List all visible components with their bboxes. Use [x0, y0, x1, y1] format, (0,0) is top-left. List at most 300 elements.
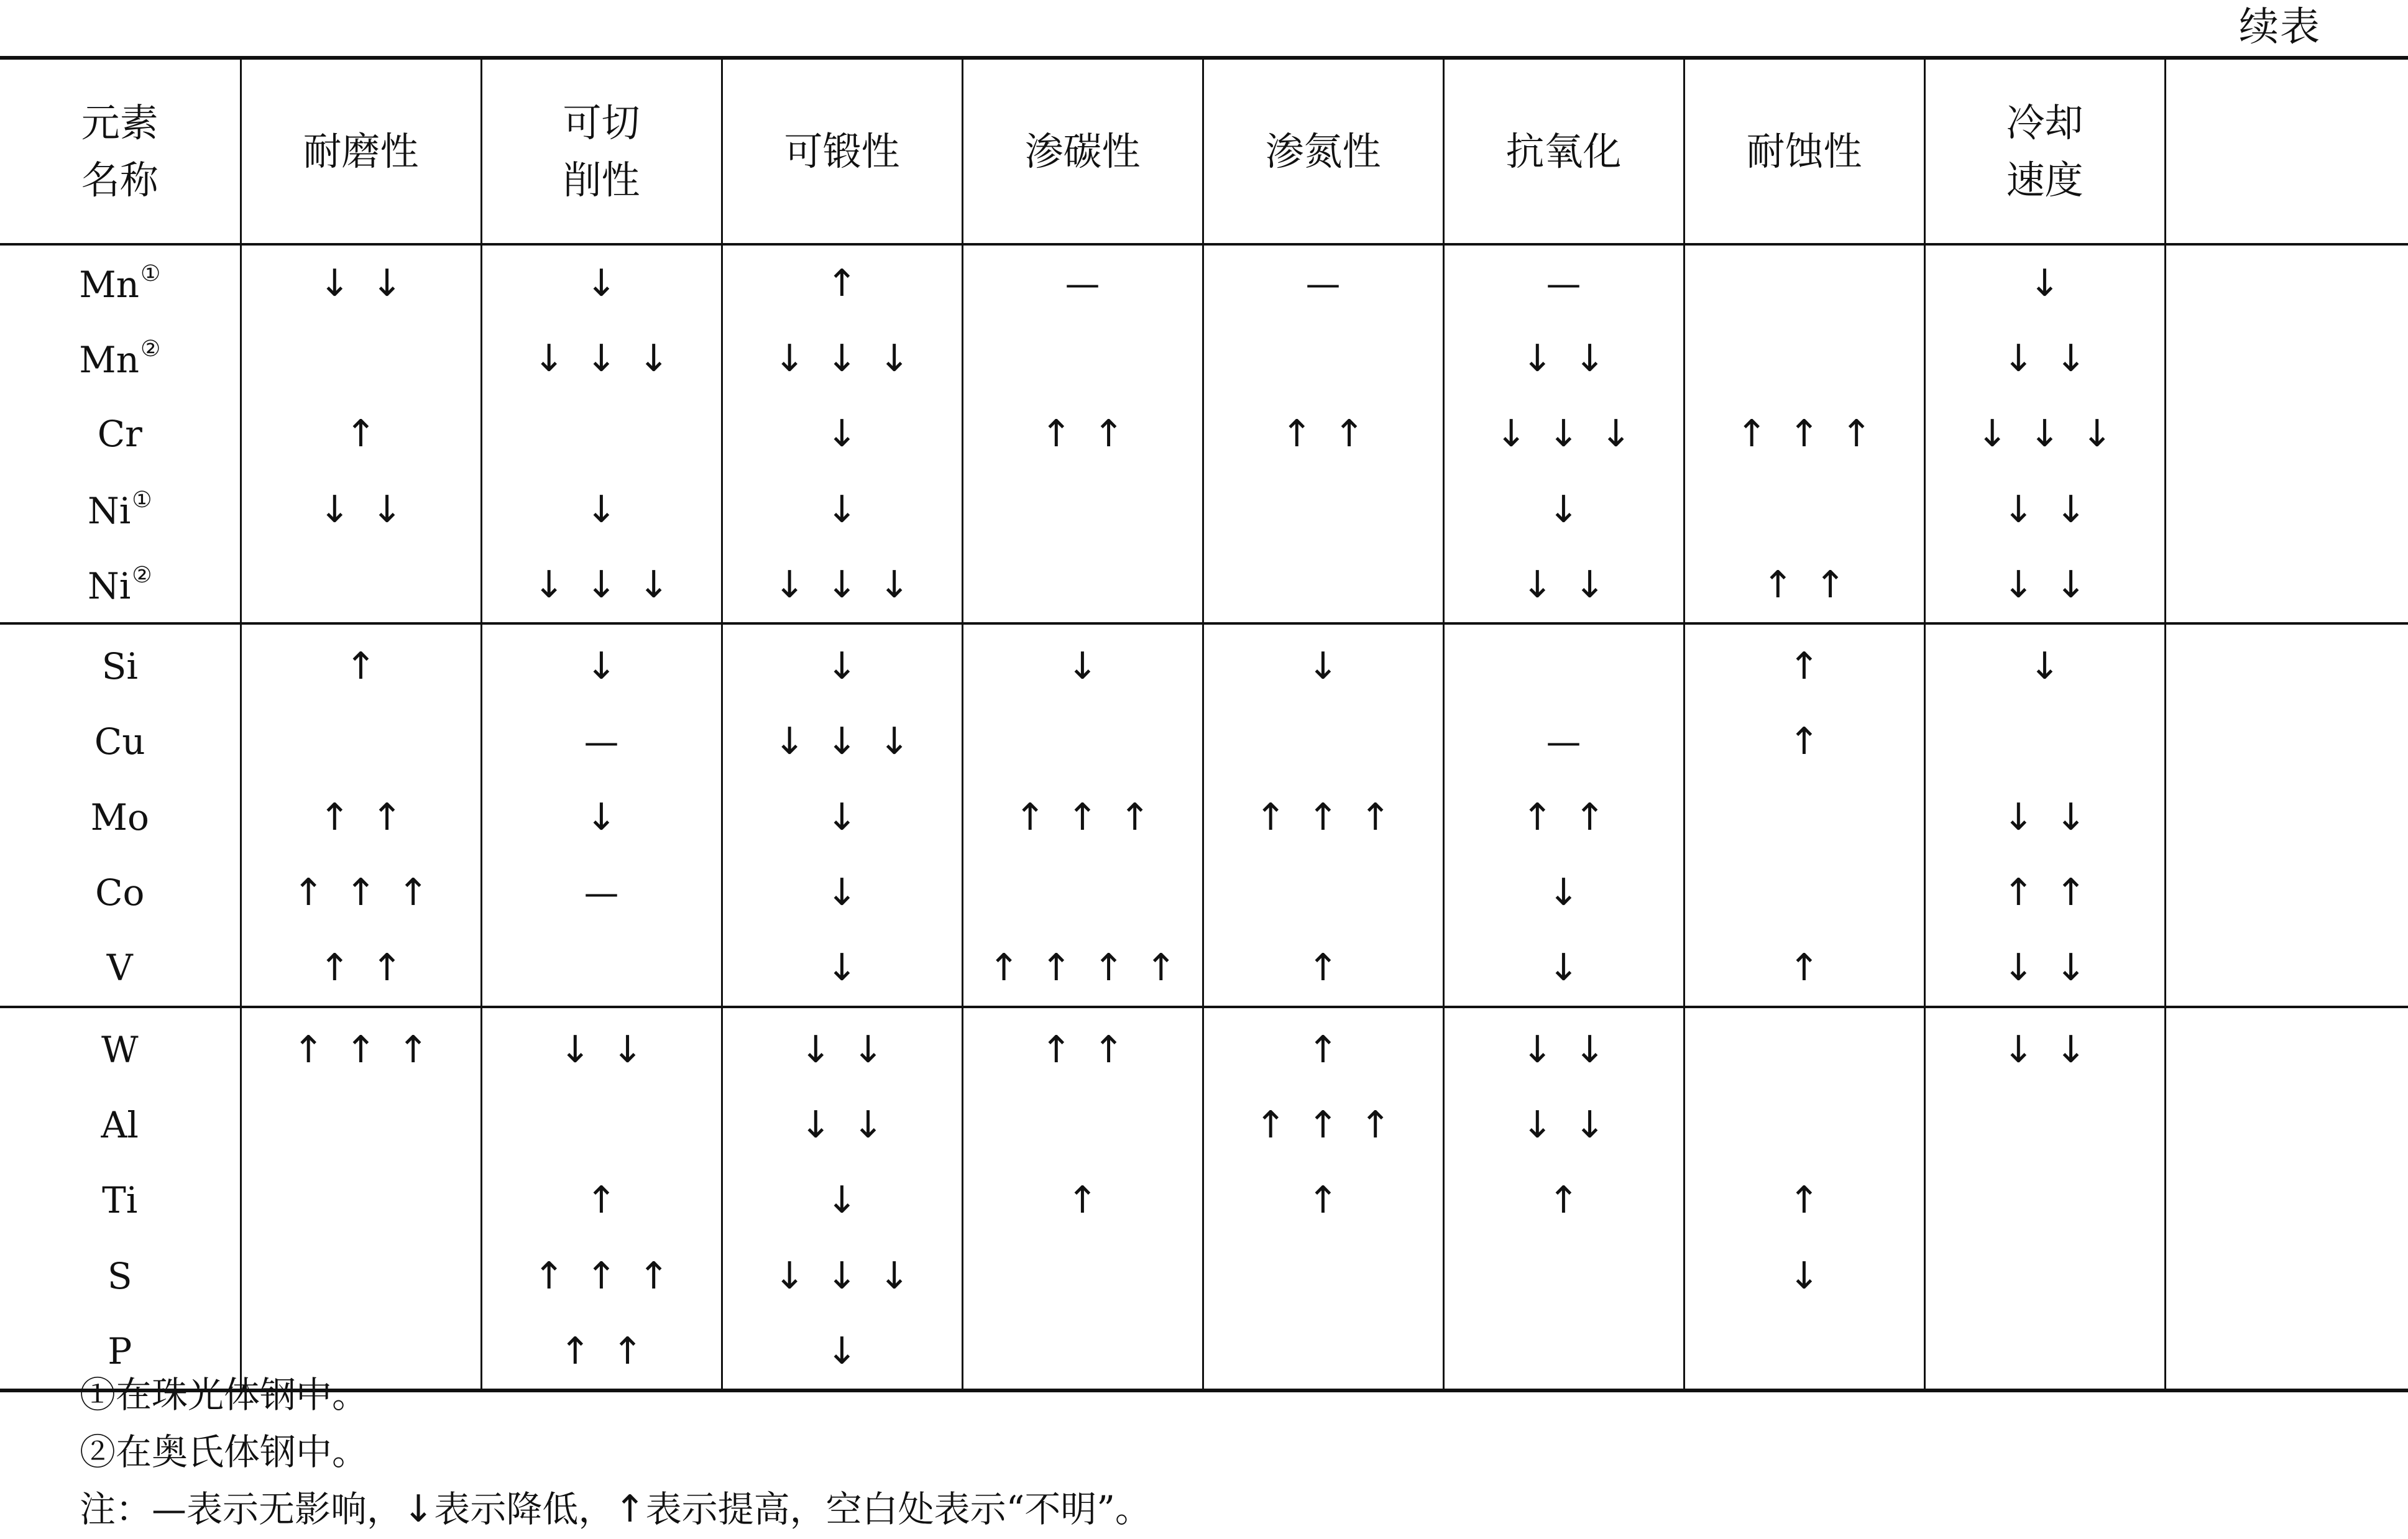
down-arrow-icon: ↓: [586, 336, 617, 380]
down-arrow-icon: ↓: [319, 487, 351, 531]
effect-cell: [1924, 1313, 2165, 1390]
element-symbol: W: [101, 1028, 139, 1071]
effect-cell: [1924, 321, 2165, 396]
element-symbol: Mn: [79, 263, 139, 306]
element-name-cell: [0, 855, 241, 930]
effect-cell: [1924, 930, 2165, 1007]
effect-arrows: [1977, 412, 2113, 456]
effect-cell: [962, 855, 1203, 930]
element-symbol: Mn: [79, 338, 139, 381]
effect-arrows: [800, 1103, 884, 1147]
down-arrow-icon: ↓: [1522, 336, 1553, 380]
effect-cell: [2165, 855, 2408, 930]
effect-arrows: [586, 795, 617, 839]
table-row: [0, 472, 2408, 547]
up-arrow-icon: ↑: [826, 261, 858, 305]
element-symbol: Ni: [87, 489, 131, 532]
down-arrow-icon: ↓: [638, 563, 669, 607]
up-arrow-icon: ↑: [2003, 871, 2034, 915]
table-row: [0, 244, 2408, 321]
up-arrow-icon: ↑: [1840, 412, 1872, 456]
up-arrow-icon: ↑: [371, 795, 403, 839]
column-header-line: 名称: [81, 157, 159, 203]
table-row: [0, 1163, 2408, 1238]
down-arrow-icon: ↓: [1307, 645, 1339, 689]
effect-arrows: [1522, 795, 1606, 839]
effect-cell: [722, 930, 962, 1007]
effect-cell: [241, 779, 481, 855]
down-arrow-icon: ↓: [1574, 563, 1606, 607]
effect-cell: [722, 397, 962, 472]
down-arrow-icon: ↓: [559, 1027, 591, 1072]
effect-arrows: [2003, 946, 2087, 990]
effect-cell: [722, 547, 962, 623]
no-effect-dash: —: [584, 722, 619, 763]
header-row: [0, 58, 2408, 244]
effect-arrows: [774, 1254, 910, 1298]
effect-arrows: [319, 946, 403, 990]
column-header: [241, 58, 481, 244]
table-row: [0, 704, 2408, 779]
effect-arrows: [1307, 1027, 1339, 1072]
effect-arrows: [1522, 336, 1606, 380]
down-arrow-icon: ↓: [826, 336, 858, 380]
effect-cell: [1443, 397, 1684, 472]
effect-arrows: [2029, 645, 2061, 689]
up-arrow-icon: ↑: [293, 871, 324, 915]
effect-arrows: [774, 563, 910, 607]
effect-arrows: [345, 412, 377, 456]
effect-arrows: [559, 1329, 643, 1373]
down-arrow-icon: ↓: [826, 1329, 858, 1373]
up-arrow-icon: ↑: [1255, 1103, 1287, 1147]
down-arrow-icon: ↓: [774, 720, 806, 764]
effect-cell: [1443, 930, 1684, 1007]
effect-cell: [241, 623, 481, 704]
no-effect-dash: —: [584, 873, 619, 914]
column-header-line: 渗氮性: [1265, 128, 1381, 174]
effect-cell: [1684, 321, 1924, 396]
effect-cell: [2165, 321, 2408, 396]
down-arrow-icon: ↓: [1574, 1027, 1606, 1072]
legend-increase: 表示提高，空白处表示“不明”。: [645, 1488, 1151, 1530]
effect-cell: [481, 321, 722, 396]
effect-arrows: [1041, 1027, 1124, 1072]
effect-cell: [1443, 855, 1684, 930]
effect-cell: [481, 1163, 722, 1238]
down-arrow-icon: ↓: [774, 563, 806, 607]
effect-cell: [1924, 244, 2165, 321]
effect-cell: [722, 472, 962, 547]
down-arrow-icon: ↓: [2003, 336, 2034, 380]
down-arrow-icon: ↓: [852, 1027, 884, 1072]
effect-cell: [1443, 623, 1684, 704]
effect-cell: [241, 1163, 481, 1238]
effect-cell: [1684, 1313, 1924, 1390]
effect-cell: [1924, 1163, 2165, 1238]
up-arrow-icon: ↑: [1041, 946, 1072, 990]
effect-arrows: [1041, 412, 1124, 456]
down-arrow-icon: ↓: [586, 261, 617, 305]
down-arrow-icon: ↓: [2055, 946, 2087, 990]
down-arrow-icon: ↓: [1977, 412, 2008, 456]
down-arrow-icon: ↓: [826, 412, 858, 456]
up-arrow-icon: ↑: [1281, 412, 1313, 456]
effect-arrows: [586, 645, 617, 689]
effect-cell: [962, 1087, 1203, 1162]
effect-cell: [481, 397, 722, 472]
up-arrow-icon: ↑: [1041, 1027, 1072, 1072]
element-name-cell: [0, 1007, 241, 1087]
effect-arrows: [826, 412, 858, 456]
element-name-cell: [0, 623, 241, 704]
up-arrow-icon: ↑: [1574, 795, 1606, 839]
legend-decrease: 表示降低，: [434, 1488, 615, 1530]
down-arrow-icon: ↓: [826, 1178, 858, 1223]
effect-cell: [481, 1007, 722, 1087]
effect-arrows: [2003, 336, 2087, 380]
table-row: [0, 1007, 2408, 1087]
up-arrow-icon: ↑: [612, 1329, 643, 1373]
up-arrow-icon: ↑: [319, 795, 351, 839]
effect-cell: [1924, 547, 2165, 623]
table-row: [0, 547, 2408, 623]
element-name-cell: [0, 397, 241, 472]
effect-cell: [1924, 397, 2165, 472]
down-arrow-icon: ↓: [586, 563, 617, 607]
effect-arrows: [1736, 412, 1872, 456]
table-row: [0, 397, 2408, 472]
legend-no-effect: 表示无影响，: [186, 1488, 403, 1530]
effect-arrows: [1762, 563, 1846, 607]
effect-cell: [962, 930, 1203, 1007]
effect-arrows: [826, 645, 858, 689]
element-name-cell: [0, 1163, 241, 1238]
effect-cell: [1684, 1007, 1924, 1087]
down-arrow-icon: ↓: [403, 1487, 434, 1531]
effect-cell: [241, 704, 481, 779]
column-header-line: 渗碳性: [1024, 128, 1141, 174]
table-row: [0, 321, 2408, 396]
effect-cell: [2165, 1087, 2408, 1162]
effect-arrows: [345, 645, 377, 689]
down-arrow-icon: ↓: [826, 720, 858, 764]
effect-cell: [722, 704, 962, 779]
down-arrow-icon: ↓: [1067, 645, 1098, 689]
down-arrow-icon: ↓: [319, 261, 351, 305]
down-arrow-icon: ↓: [371, 261, 403, 305]
down-arrow-icon: ↓: [826, 487, 858, 531]
footnote-mark: ②: [140, 336, 161, 362]
down-arrow-icon: ↓: [2003, 563, 2034, 607]
effect-arrows: [826, 795, 858, 839]
effect-cell: [962, 1238, 1203, 1313]
down-arrow-icon: ↓: [533, 336, 565, 380]
effect-cell: [2165, 623, 2408, 704]
effect-arrows: [800, 1027, 884, 1072]
effect-arrows: [586, 487, 617, 531]
element-symbol: Ni: [87, 564, 131, 607]
effect-cell: [241, 855, 481, 930]
down-arrow-icon: ↓: [371, 487, 403, 531]
effect-cell: [1443, 704, 1684, 779]
up-arrow-icon: ↑: [2055, 871, 2087, 915]
down-arrow-icon: ↓: [878, 563, 910, 607]
effect-cell: [1443, 1087, 1684, 1162]
down-arrow-icon: ↓: [800, 1027, 832, 1072]
down-arrow-icon: ↓: [826, 645, 858, 689]
element-name-cell: [0, 704, 241, 779]
column-header-line: 冷却: [2006, 99, 2084, 145]
effect-arrows: [293, 871, 429, 915]
effect-cell: [1684, 397, 1924, 472]
effect-arrows: [586, 261, 617, 305]
effect-cell: [1203, 855, 1443, 930]
effect-arrows: [586, 1178, 617, 1223]
effect-cell: [1203, 244, 1443, 321]
effect-cell: [1203, 779, 1443, 855]
effect-cell: [1684, 1238, 1924, 1313]
effect-cell: [481, 547, 722, 623]
effect-arrows: [826, 1329, 858, 1373]
effect-arrows: [1255, 1103, 1391, 1147]
effect-cell: [962, 779, 1203, 855]
no-effect-dash: —: [1546, 722, 1581, 763]
down-arrow-icon: ↓: [2003, 487, 2034, 531]
down-arrow-icon: ↓: [612, 1027, 643, 1072]
effect-arrows: [1522, 1027, 1606, 1072]
up-arrow-icon: ↑: [293, 1027, 324, 1072]
effect-cell: [1443, 1238, 1684, 1313]
effect-arrows: [2003, 871, 2087, 915]
effect-cell: [1924, 1238, 2165, 1313]
up-arrow-icon: ↑: [1093, 1027, 1124, 1072]
down-arrow-icon: ↓: [2055, 487, 2087, 531]
up-arrow-icon: ↑: [1333, 412, 1365, 456]
up-arrow-icon: ↑: [1788, 946, 1820, 990]
effect-arrows: [1788, 1254, 1820, 1298]
down-arrow-icon: ↓: [638, 336, 669, 380]
effect-cell: [1684, 704, 1924, 779]
column-header-line: 可锻性: [784, 128, 900, 174]
effect-arrows: [774, 720, 910, 764]
down-arrow-icon: ↓: [1548, 412, 1579, 456]
effect-cell: [481, 623, 722, 704]
effect-cell: [722, 321, 962, 396]
up-arrow-icon: ↑: [1255, 795, 1287, 839]
effect-arrows: [988, 946, 1177, 990]
down-arrow-icon: ↓: [826, 795, 858, 839]
up-arrow-icon: ↑: [1736, 412, 1768, 456]
down-arrow-icon: ↓: [2029, 412, 2061, 456]
up-arrow-icon: ↑: [1548, 1178, 1579, 1223]
effect-arrows: [1067, 645, 1098, 689]
down-arrow-icon: ↓: [878, 336, 910, 380]
up-arrow-icon: ↑: [533, 1254, 565, 1298]
effect-arrows: [1548, 1178, 1579, 1223]
effect-cell: [962, 397, 1203, 472]
up-arrow-icon: ↑: [1522, 795, 1553, 839]
effect-cell: [241, 1087, 481, 1162]
effect-cell: [1443, 547, 1684, 623]
effect-cell: [2165, 704, 2408, 779]
effect-cell: [241, 930, 481, 1007]
effect-cell: [2165, 244, 2408, 321]
column-header: [1203, 58, 1443, 244]
down-arrow-icon: ↓: [1788, 1254, 1820, 1298]
element-symbol: Cu: [94, 720, 145, 763]
down-arrow-icon: ↓: [586, 487, 617, 531]
effect-cell: [962, 321, 1203, 396]
column-header-line: 削性: [563, 157, 640, 203]
effect-cell: [722, 779, 962, 855]
effect-cell: [962, 244, 1203, 321]
effect-arrows: [1496, 412, 1632, 456]
down-arrow-icon: ↓: [800, 1103, 832, 1147]
element-name-cell: [0, 244, 241, 321]
effect-arrows: [1788, 1178, 1820, 1223]
effect-arrows: [1522, 563, 1606, 607]
effect-cell: [962, 547, 1203, 623]
up-arrow-icon: ↑: [638, 1254, 669, 1298]
column-header-line: 耐磨性: [303, 128, 419, 174]
effect-cell: [481, 704, 722, 779]
effect-cell: [241, 1007, 481, 1087]
effect-arrows: [559, 1027, 643, 1072]
effect-cell: [1203, 1087, 1443, 1162]
effect-cell: [1924, 623, 2165, 704]
effect-arrows: [1281, 412, 1365, 456]
effect-cell: [1924, 855, 2165, 930]
legend-note: [80, 1481, 1151, 1539]
down-arrow-icon: ↓: [826, 1254, 858, 1298]
effect-cell: [241, 1238, 481, 1313]
column-header-line: 可切: [563, 99, 640, 145]
effect-cell: [2165, 397, 2408, 472]
down-arrow-icon: ↓: [2003, 1027, 2034, 1072]
effect-arrows: [1307, 946, 1339, 990]
effect-cell: [1203, 1007, 1443, 1087]
up-arrow-icon: ↑: [614, 1487, 646, 1531]
down-arrow-icon: ↓: [2029, 261, 2061, 305]
effect-cell: [962, 1007, 1203, 1087]
effect-arrows: [533, 1254, 669, 1298]
up-arrow-icon: ↑: [1067, 1178, 1098, 1223]
table-notes: [80, 1366, 1151, 1539]
effect-arrows: [826, 487, 858, 531]
element-symbol: V: [106, 947, 133, 990]
effect-arrows: [1307, 1178, 1339, 1223]
footnote-mark: ①: [140, 260, 161, 287]
effect-cell: [1684, 244, 1924, 321]
down-arrow-icon: ↓: [1548, 871, 1579, 915]
effect-cell: [1203, 623, 1443, 704]
effect-cell: [1443, 779, 1684, 855]
effect-cell: [1684, 472, 1924, 547]
down-arrow-icon: ↓: [2055, 795, 2087, 839]
effect-arrows: [1548, 487, 1579, 531]
down-arrow-icon: ↓: [586, 795, 617, 839]
up-arrow-icon: ↑: [586, 1178, 617, 1223]
up-arrow-icon: ↑: [371, 946, 403, 990]
column-header: [2165, 58, 2408, 244]
effect-cell: [1203, 930, 1443, 1007]
down-arrow-icon: ↓: [1574, 336, 1606, 380]
up-arrow-icon: ↑: [345, 412, 377, 456]
no-effect-dash: —: [1065, 264, 1100, 305]
effect-cell: [1443, 244, 1684, 321]
effect-cell: [1684, 1163, 1924, 1238]
effect-arrows: [2003, 1027, 2087, 1072]
effect-cell: [2165, 779, 2408, 855]
table-body: [0, 244, 2408, 1390]
effect-arrows: [533, 336, 669, 380]
effect-cell: [481, 930, 722, 1007]
effect-cell: [1924, 1087, 2165, 1162]
up-arrow-icon: ↑: [1093, 412, 1124, 456]
effect-cell: [241, 321, 481, 396]
effect-arrows: [826, 261, 858, 305]
effect-cell: [1684, 855, 1924, 930]
effect-arrows: [319, 261, 403, 305]
alloy-element-effects-table: [0, 56, 2408, 1392]
effect-cell: [1203, 1313, 1443, 1390]
element-symbol: P: [108, 1330, 132, 1372]
down-arrow-icon: ↓: [1548, 946, 1579, 990]
effect-cell: [1684, 930, 1924, 1007]
effect-cell: [722, 244, 962, 321]
effect-cell: [1203, 1238, 1443, 1313]
element-name-cell: [0, 472, 241, 547]
effect-cell: [241, 397, 481, 472]
down-arrow-icon: ↓: [826, 946, 858, 990]
effect-cell: [481, 244, 722, 321]
effect-cell: [722, 623, 962, 704]
footnote-austenitic: ②在奥氏体钢中。: [80, 1431, 369, 1473]
effect-arrows: [1548, 946, 1579, 990]
effect-cell: [1443, 472, 1684, 547]
up-arrow-icon: ↑: [988, 946, 1020, 990]
down-arrow-icon: ↓: [1522, 1103, 1553, 1147]
down-arrow-icon: ↓: [852, 1103, 884, 1147]
down-arrow-icon: ↓: [826, 563, 858, 607]
element-symbol: Co: [95, 871, 145, 914]
element-name-cell: [0, 779, 241, 855]
down-arrow-icon: ↓: [1548, 487, 1579, 531]
column-header: [962, 58, 1203, 244]
down-arrow-icon: ↓: [826, 871, 858, 915]
element-name-cell: [0, 930, 241, 1007]
table-row: [0, 855, 2408, 930]
down-arrow-icon: ↓: [2003, 795, 2034, 839]
effect-cell: [241, 244, 481, 321]
up-arrow-icon: ↑: [345, 645, 377, 689]
column-header-line: 速度: [2006, 157, 2084, 203]
element-symbol: Al: [101, 1103, 139, 1146]
up-arrow-icon: ↑: [1014, 795, 1046, 839]
element-symbol: Mo: [90, 796, 149, 838]
effect-arrows: [293, 1027, 429, 1072]
effect-cell: [722, 1163, 962, 1238]
down-arrow-icon: ↓: [2003, 946, 2034, 990]
column-header-line: 抗氧化: [1505, 128, 1622, 174]
down-arrow-icon: ↓: [533, 563, 565, 607]
effect-cell: [2165, 1007, 2408, 1087]
effect-cell: [1443, 321, 1684, 396]
up-arrow-icon: ↑: [1307, 946, 1339, 990]
effect-arrows: [826, 946, 858, 990]
column-header: [1684, 58, 1924, 244]
